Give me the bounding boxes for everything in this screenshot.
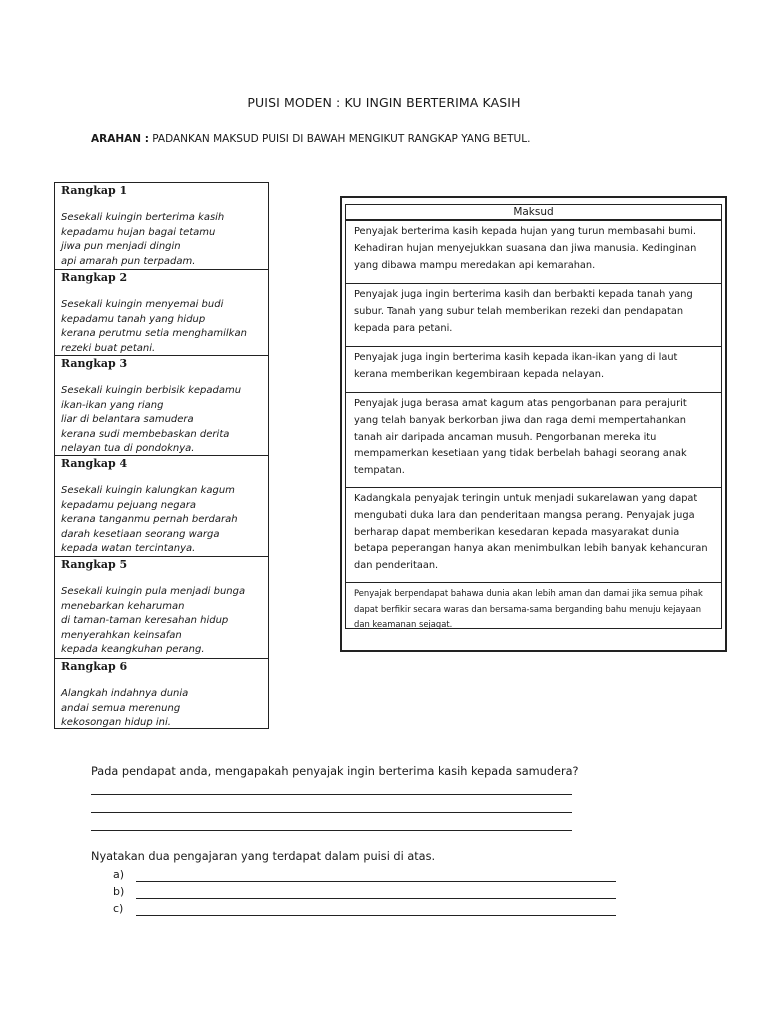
stanza-line: Sesekali kuingin pula menjadi bunga (61, 586, 246, 597)
stanza-line: kepada watan tercintanya. (61, 543, 196, 554)
stanza-line: rezeki buat petani. (61, 342, 156, 354)
answer-line-3[interactable] (91, 830, 572, 831)
stanza-5 (55, 556, 268, 658)
meaning-table (345, 204, 722, 629)
option-b-line[interactable] (136, 898, 616, 899)
stanza-6 (55, 658, 268, 728)
stanza-3 (55, 355, 268, 455)
page-title: PUISI MODEN : KU INGIN BERTERIMA KASIH (247, 95, 521, 110)
stanza-line: jiwa pun menjadi dingin (61, 241, 181, 252)
stanza-line: Sesekali kuingin berbisik kepadamu (61, 385, 242, 396)
stanza-heading: Rangkap 6 (61, 660, 128, 673)
question-1: Pada pendapat anda, mengapakah penyajak ingin berterima kasih kepada samudera? (91, 765, 579, 778)
stanza-1 (55, 183, 268, 269)
stanza-line: kepadamu hujan bagai tetamu (61, 226, 216, 238)
stanza-line: kerana tanganmu pernah berdarah (61, 514, 238, 525)
stanza-line: kepadamu pejuang negara (61, 499, 196, 511)
stanza-heading: Rangkap 2 (61, 271, 128, 284)
meaning-frame (340, 196, 727, 652)
option-a-label: a) (113, 868, 125, 881)
option-a-line[interactable] (136, 881, 616, 882)
stanza-line: ikan-ikan yang riang (61, 399, 164, 411)
stanza-heading: Rangkap 3 (61, 357, 128, 370)
stanza-line: kerana perutmu setia menghamilkan (61, 328, 247, 339)
answer-line-1[interactable] (91, 794, 572, 795)
option-c-label: c) (113, 902, 124, 915)
stanza-line: liar di belantara samudera (61, 414, 194, 425)
stanza-line: andai semua merenung (61, 702, 181, 714)
stanza-line: menyerahkan keinsafan (61, 629, 182, 641)
instruction-label: ARAHAN : (91, 133, 149, 145)
meaning-row-4: Penyajak juga berasa amat kagum atas pengorbanan para perajurit yang telah banyak berkorban jiwa dan raga demi mempertahankan tanah air daripada ancaman musuh. Pengorbanan mereka itu mempamerkan kesetiaan yang tidak berbelah bahagi seorang anak tempatan. (346, 392, 721, 487)
stanza-line: kerana sudi membebaskan derita (61, 428, 230, 440)
option-b-label: b) (113, 885, 125, 898)
answer-line-2[interactable] (91, 812, 572, 813)
stanza-line: Sesekali kuingin berterima kasih (61, 212, 225, 223)
stanza-line: menebarkan keharuman (61, 600, 185, 612)
meaning-row-2: Penyajak juga ingin berterima kasih dan berbakti kepada tanah yang subur. Tanah yang subur telah memberikan rezeki dan pendapatan kepada para petani. (346, 283, 721, 346)
stanza-line: Alangkah indahnya dunia (61, 688, 189, 699)
stanza-2 (55, 269, 268, 355)
meaning-row-3: Penyajak juga ingin berterima kasih kepada ikan-ikan yang di laut kerana memberikan kegembiraan kepada nelayan. (346, 346, 721, 392)
instruction-text: PADANKAN MAKSUD PUISI DI BAWAH MENGIKUT RANGKAP YANG BETUL. (152, 133, 531, 145)
meaning-row-1: Penyajak berterima kasih kepada hujan yang turun membasahi bumi. Kehadiran hujan menyejukkan suasana dan jiwa manusia. Kedinginan yang dibawa mampu meredakan api kemarahan. (346, 220, 721, 283)
stanza-line: Sesekali kuingin kalungkan kagum (61, 485, 235, 496)
stanza-line: kepada keangkuhan perang. (61, 644, 205, 655)
stanza-line: kepadamu tanah yang hidup (61, 313, 206, 325)
stanza-line: darah kesetiaan seorang warga (61, 528, 220, 540)
stanza-4 (55, 455, 268, 556)
meaning-row-6: Penyajak berpendapat bahawa dunia akan lebih aman dan damai jika semua pihak dapat berfikir secara waras dan bersama-sama berganding bahu menuju kejayaan dan keamanan sejagat. (346, 582, 721, 628)
stanza-line: kekosongan hidup ini. (61, 717, 171, 728)
meaning-heading: Maksud (346, 205, 721, 220)
question-2: Nyatakan dua pengajaran yang terdapat dalam puisi di atas. (91, 850, 436, 863)
stanza-heading: Rangkap 4 (61, 457, 128, 470)
meaning-row-5: Kadangkala penyajak teringin untuk menjadi sukarelawan yang dapat mengubati duka lara dan penderitaan mangsa perang. Penyajak juga berharap dapat memberikan kesedaran kepada masyarakat dunia betapa peperangan hanya akan menimbulkan lebih banyak kehancuran dan penderitaan. (346, 487, 721, 582)
stanza-table (54, 182, 269, 729)
stanza-line: di taman-taman keresahan hidup (61, 615, 229, 626)
instruction (91, 133, 530, 145)
stanza-line: nelayan tua di pondoknya. (61, 443, 195, 454)
stanza-heading: Rangkap 5 (61, 558, 128, 571)
option-c-line[interactable] (136, 915, 616, 916)
stanza-line: Sesekali kuingin menyemai budi (61, 299, 224, 310)
stanza-line: api amarah pun terpadam. (61, 255, 196, 267)
stanza-heading: Rangkap 1 (61, 184, 128, 197)
